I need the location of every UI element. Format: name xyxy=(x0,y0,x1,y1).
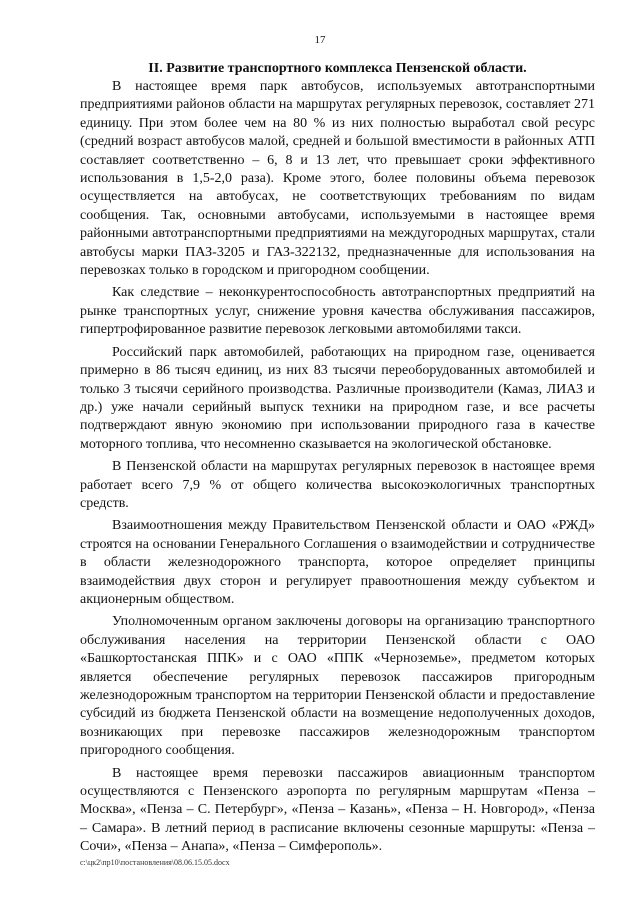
paragraph-consequences: Как следствие – неконкурентоспособность автотранспортных предприятий на рынке транспортных услуг, снижение уровня качества обслуживания пассажиров, гипертрофированное развитие перевозок легковыми автомобилями такси. xyxy=(80,285,595,338)
paragraph-gas-vehicles: Российский парк автомобилей, работающих на природном газе, оценивается примерно в 86 тысяч единиц, из них 83 тысячи переоборудованных автомобилей и только 3 тысячи серийного производства. Различные производители (Камаз, ЛИАЗ и др.) уже начали серийный выпуск техники на природном газе, и все расчеты подтверждают явную экономию при использовании природного газа в качестве моторного топлива, что несомненно сказывается на экологической обстановке. xyxy=(80,344,595,452)
file-path-footer: c:\цк2\пр10\постановления\08.06.15.05.docx xyxy=(80,858,230,867)
paragraph-suburban-rail: Уполномоченным органом заключены договоры на организацию транспортного обслуживания населения на территории Пензенской области с ОАО «Башкортостанская ППК» и с ОАО «ППК «Черноземье», предметом которых является обеспечение регулярных перевозок пассажиров пригородным железнодорожным транспортом на территории Пензенской области и предоставление субсидий из бюджета Пензенской области на возмещение недополученных доходов, возникающих при перевозке пассажиров железнодорожным транспортом пригородного сообщения. xyxy=(80,614,595,759)
paragraph-railway-agreement: Взаимоотношения между Правительством Пензенской области и ОАО «РЖД» строятся на основании Генерального Соглашения о взаимодействии и сотрудничестве в области железнодорожного транспорта, которое определяет принципы взаимодействия двух сторон и регулирует правоотношения между субъектом и акционерным обществом. xyxy=(80,518,595,607)
paragraph-air-transport: В настоящее время перевозки пассажиров авиационным транспортом осуществляются с Пензенского аэропорта по регулярным маршрутам «Пенза – Москва», «Пенза – С. Петербург», «Пенза – Казань», «Пенза – Н. Новгород», «Пенза – Самара». В летний период в расписание включены сезонные маршруты: «Пенза – Сочи», «Пенза – Анапа», «Пенза – Симферополь». xyxy=(80,765,595,855)
paragraph-bus-fleet: В настоящее время парк автобусов, используемых автотранспортными предприятиями районов области на маршрутах регулярных перевозок, составляет 271 единицу. При этом более чем на 80 % из них полностью выработал свой ресурс (средний возраст автобусов малой, средней и большой вместимости в районных АТП составляет соответственно – 6, 8 и 13 лет, что превышает сроки эффективного использования в 1,5-2,0 раза). Кроме этого, более половины объема перевозок осуществляется на автобусах, не соответствующих требованиям по видам сообщения. Так, основными автобусами, используемыми в настоящее время районными автотранспортными предприятиями на междугородных маршрутах, стали автобусы марки ПАЗ-3205 и ГАЗ-322132, предназначенные для использования на перевозках только в городском и пригородном сообщении. xyxy=(80,79,595,279)
page-number: 17 xyxy=(314,34,326,46)
section-title: II. Развитие транспортного комплекса Пензенской области. xyxy=(148,61,527,76)
paragraph-eco-vehicles: В Пензенской области на маршрутах регулярных перевозок в настоящее время работает всего 7,9 % от общего количества высокоэкологичных транспортных средств. xyxy=(80,459,595,511)
document-body xyxy=(80,60,595,861)
